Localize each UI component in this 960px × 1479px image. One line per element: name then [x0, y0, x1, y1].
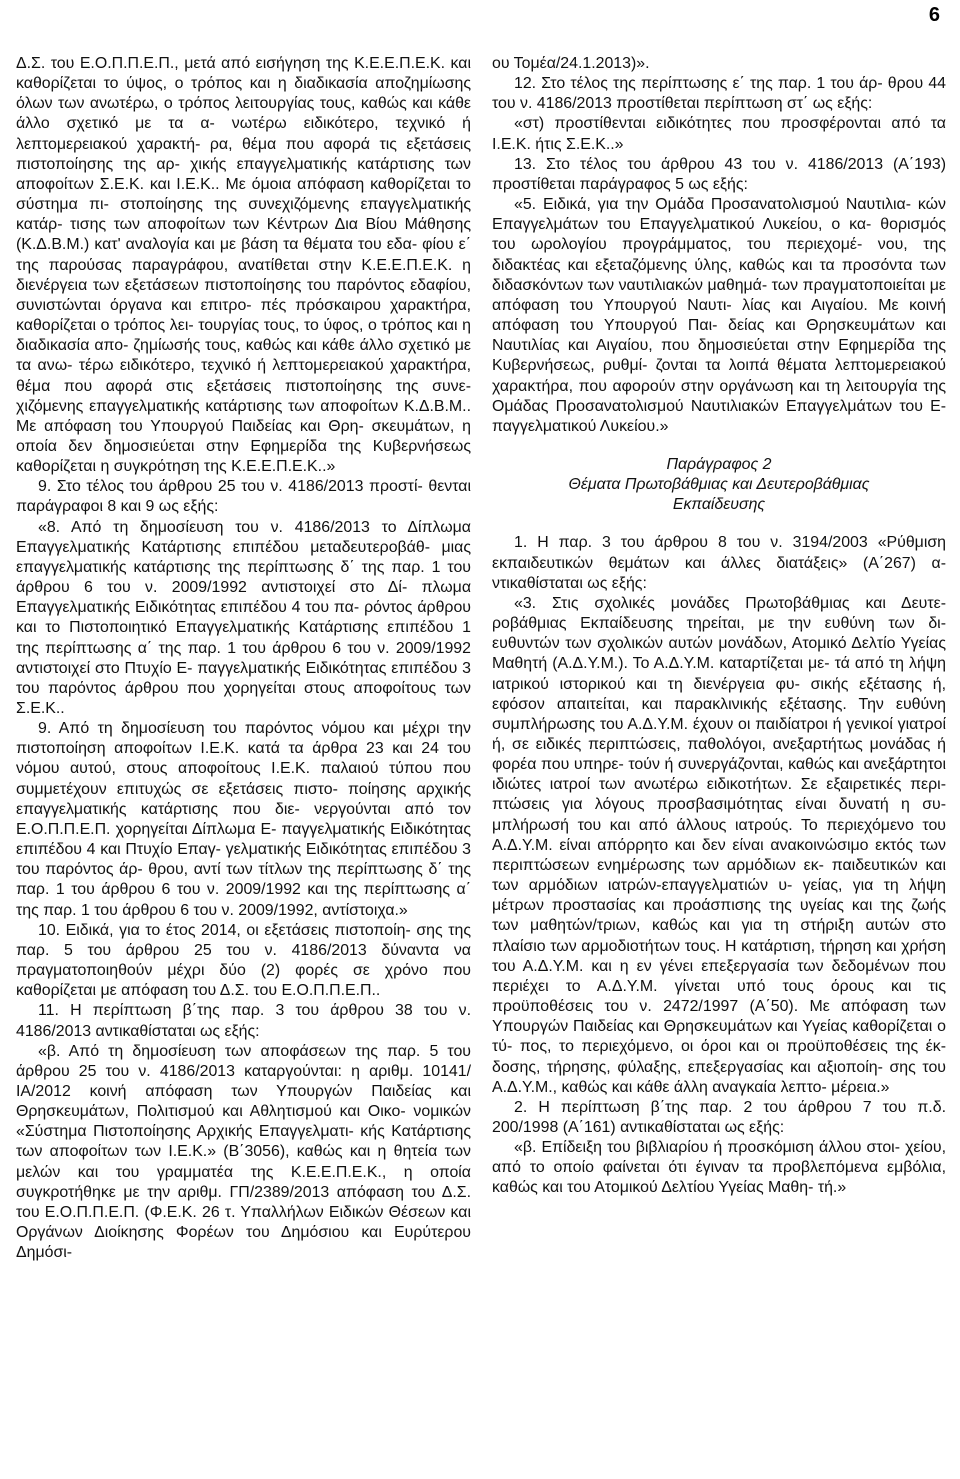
paragraph: ου Τομέα/24.1.2013)». — [492, 55, 650, 72]
paragraph: «β. Επίδειξη του βιβλιαρίου ή προσκόμιση άλλου στοι- χείου, από το οποίο φαίνεται ότι έγιναν τα προβλεπόμενα εμβόλια, καθώς και του Ατομικού Δελτίου Υγείας Μαθη- τή.» — [492, 1139, 946, 1197]
paragraph: 11. Η περίπτωση β΄της παρ. 3 του άρθρου 38 του ν. 4186/2013 αντικαθίσταται ως εξής: — [16, 1002, 471, 1040]
section-heading-title: Εκπαίδευσης — [672, 496, 766, 514]
paragraph: «8. Από τη δημοσίευση του ν. 4186/2013 το Δίπλωμα Επαγγελματικής Κατάρτισης επιπέδου μεταδευτεροβάθ- μιας επαγγελματικής κατάρτισης της περίπτωσης δ΄ της παρ. 1 του άρθρου 6 του ν. 2009/1992 αντιστοιχεί στο Δί- πλωμα Επαγγελματικής Ειδικότητας επιπέδου 4 του πα- ρόντος άρθρου και το Πιστοποιητικό Επαγγελματικής Κατάρτισης επιπέδου 1 της περίπτωσης α΄ της παρ. 1 του άρθρου 6 του ν. 2009/1992 αντιστοιχεί στο Πτυχίο Ε- παγγελματικής Ειδικότητας επιπέδου 3 του παρόντος άρθρου που χορηγείται στους αποφοίτους των Σ.Ε.Κ.. — [16, 518, 471, 717]
paragraph: 13. Στο τέλος του άρθρου 43 του ν. 4186/2013 (Α΄193) προστίθεται παράγραφος 5 ως εξής: — [492, 155, 946, 193]
paragraph: «3. Στις σχολικές μονάδες Πρωτοβάθμιας και Δευτε- ροβάθμιας Εκπαίδευσης τηρείται, με την ευθύνη των δι- ευθυντών των σχολικών αυτών μονάδων, Ατομικό Δελτίο Υγείας Μαθητή (Α.Δ.Υ.Μ.). Το Α.Δ.Υ.Μ. καταρτίζεται με- τά από τη λήψη ιατρικού ιστορικού και τη διενέργεια φυ- σικής εξέτασης ή, εφόσον απαιτείται, και παρακλινικής εξέτασης. Την ευθύνη συμπλήρωσης του Α.Δ.Υ.Μ. έχουν οι παιδίατροι ή γενικοί γιατροί ή, σε ειδικές περιπτώσεις, παθολόγοι, ανεξαρτήτως μονάδας ή φορέα που υπηρε- τούν ή συνεργάζονται, καθώς και ανεξάρτητοι ιδιώτες ιατροί των ανωτέρω ειδικοτήτων. Σε εξαιρετικές περι- πτώσεις για λόγους προσβασιμότητας είναι δυνατή η συ- μπλήρωσή του και από άλλους ιατρούς. Το περιεχόμενο του Α.Δ.Υ.Μ. είναι απόρρητο και δεν είναι ανακοινώσιμο εκτός των περιπτώσεων ενημέρωσης των αρμόδιων εκ- παιδευτικών και των αρμόδιων ιατρών-επαγγελματιών υ- γείας, για τη λήψη μέτρων προστασίας και προάσπισης της υγείας και της ζωής των μαθητών/τριων, καθώς και για τη στήριξη αυτών στο πλαίσιο των αρμοδιοτήτων τους. Η κατάρτιση, τήρηση και χρήση του Α.Δ.Υ.Μ. και η εν γένει επεξεργασία των δεδομένων που περιέχει το Α.Δ.Υ.Μ. γίνεται υπό τους όρους και τις προϋποθέσεις του ν. 2472/1997 (Α΄50). Με απόφαση των Υπουργών Παιδείας και Θρησκευμάτων και Υγείας καθορίζεται ο τύ- πος, το περιεχόμενο, οι όροι και οι προϋποθέσεις της έκ- δοσης, τήρησης, φύλαξης, επεξεργασίας και αξιοποίη- σης του Α.Δ.Υ.Μ., καθώς και κάθε άλλη αναγκαία λεπτο- μέρεια.» — [492, 594, 946, 1096]
section-heading-paragraph: Παράγραφος 2 — [666, 455, 772, 473]
paragraph: 10. Ειδικά, για το έτος 2014, οι εξετάσεις πιστοποίη- σης της παρ. 5 του άρθρου 25 του ν. 4186/2013 δύναντα να πραγματοποιηθούν μέχρι δύο (2) φορές σε χρόνο που καθορίζεται με απόφαση του Δ.Σ. του Ε.Ο.Π.Π.Ε.Π.. — [16, 921, 471, 1000]
paragraph: Δ.Σ. του Ε.Ο.Π.Π.Ε.Π., μετά από εισήγηση της Κ.Ε.Ε.Π.Ε.Κ. και καθορίζεται το ύψος, ο τρόπος και η διαδικασία αποζημίωσης όλων των ανωτέρω, ο τρόπος λειτουργίας τους, καθώς και κάθε άλλο σχετικό με τα α- νωτέρω ειδικότερο, τεχνικό ή λεπτομερειακού χαρακτή- ρα, θέμα που αφορά τις εξετάσεις πιστοποίησης της αρ- χικής επαγγελματικής κατάρτισης των αποφοίτων Σ.Ε.Κ. και Ι.Ε.Κ.. Με όμοια απόφαση καθορίζεται το σύστημα πι- στοποίησης της συνεχιζόμενης επαγγελματικής κατάρ- τισης των αποφοίτων των Κέντρων Δια Βίου Μάθησης (Κ.Δ.Β.Μ.) κατ' αναλογία και με βάση τα θέματα του εδα- φίου ε΄ της παρούσας παραγράφου, ανατίθεται στην Κ.Ε.Ε.Π.Ε.Κ. η διενέργεια των εξετάσεων πιστοποίησης του παρόντος εδαφίου, συνιστώνται όργανα και επιτρο- πές πρόσκαιρου χαρακτήρα, καθορίζεται ο τρόπος λει- τουργίας τους, το ύφος, ο τρόπος και η διαδικασία απο- ζημίωσής τους, καθώς και κάθε άλλο σχετικό με τα ανω- τέρω ειδικότερο, τεχνικό ή λεπτομερειακού χαρακτήρα, θέμα που αφορά στις εξετάσεις πιστοποίησης της συνε- χιζόμενης επαγγελματικής κατάρτισης των αποφοίτων Κ.Δ.Β.Μ.. Με απόφαση του Υπουργού Παιδείας και Θρη- σκευμάτων, η οποία δεν δημοσιεύεται στην Εφημερίδα της Κυβερνήσεως καθορίζεται η συγκρότηση της Κ.Ε.Ε.Π.Ε.Κ..» — [16, 55, 471, 476]
section-spacer — [492, 515, 946, 533]
paragraph: «β. Από τη δημοσίευση των αποφάσεων της παρ. 5 του άρθρου 25 του ν. 4186/2013 καταργούνται: η αριθμ. 10141/ΙΑ/2012 κοινή απόφαση των Υπουργών Παιδείας και Θρησκευμάτων, Πολιτισμού και Αθλητισμού και Οικο- νομικών «Σύστημα Πιστοποίησης Αρχικής Επαγγελματι- κής Κατάρτισης των αποφοίτων των Ι.Ε.Κ.» (Β΄3056), καθώς και η θητεία των μελών και του γραμματέα της Κ.Ε.Ε.Π.Ε.Κ., η οποία συγκροτήθηκε με την αριθμ. ΓΠ/2389/2013 απόφαση του Δ.Σ. του Ε.Ο.Π.Π.Ε.Π. (Φ.Ε.Κ. 26 τ. Υπαλλήλων Ειδικών Θέσεων και Οργάνων Διοίκησης Φορέων του Δημόσιου και Ευρύτερου Δημόσι- — [16, 1042, 471, 1262]
paragraph: «5. Ειδικά, για την Ομάδα Προσανατολισμού Ναυτιλια- κών Επαγγελμάτων του Επαγγελματικού Λυκείου, ο κα- θορισμός του ωρολογίου προγράμματος, του περιεχομέ- νου, της διδακτέας και εξεταζόμενης ύλης, καθώς και τα προσόντα των διδασκόντων των ναυτιλιακών μαθημά- των πραγματοποιείται με απόφαση του Υπουργού Ναυτι- λίας και Αιγαίου. Με κοινή απόφαση του Υπουργού Παι- δείας και Θρησκευμάτων και Ναυτιλίας και Αιγαίου, που δημοσιεύεται στην Εφημερίδα της Κυβερνήσεως, ρυθμί- ζονται τα λοιπά θέματα λεπτομερειακού χαρακτήρα, που αφορούν στην οργάνωση και τη λειτουργία της Ομάδας Προσανατολισμού Ναυτιλιακών Επαγγελμάτων του Ε- παγγελματικού Λυκείου.» — [492, 196, 946, 435]
section-heading-title: Θέματα Πρωτοβάθμιας και Δευτεροβάθμιας — [568, 476, 870, 494]
paragraph: 12. Στο τέλος της περίπτωσης ε΄ της παρ. 1 του άρ- θρου 44 του ν. 4186/2013 προστίθεται περίπτωση στ΄ ως εξής: — [492, 75, 946, 113]
paragraph: «στ) προστίθενται ειδικότητες που προσφέρονται από τα Ι.Ε.Κ. ήτις Σ.Ε.Κ..» — [492, 115, 946, 153]
section-spacer — [492, 437, 946, 455]
page-number: 6 — [928, 4, 940, 26]
document-body — [16, 32, 946, 1472]
paragraph: 2. Η περίπτωση β΄της παρ. 2 του άρθρου 7 του π.δ. 200/1998 (Α΄161) αντικαθίσταται ως εξής: — [492, 1098, 946, 1136]
left-column — [16, 54, 471, 1479]
paragraph: 9. Στο τέλος του άρθρου 25 του ν. 4186/2013 προστί- θενται παράγραφοι 8 και 9 ως εξής: — [16, 478, 471, 516]
paragraph: 1. Η παρ. 3 του άρθρου 8 του ν. 3194/2003 «Ρύθμιση εκπαιδευτικών θεμάτων και άλλες διατάξεις» (Α΄267) α- ντικαθίσταται ως εξής: — [492, 534, 946, 592]
paragraph: 9. Από τη δημοσίευση του παρόντος νόμου και μέχρι την πιστοποίηση αποφοίτων Ι.Ε.Κ. κατά τα άρθρα 23 και 24 του νόμου αυτού, στους αποφοίτους Ι.Ε.Κ. παλαιού τύπου που συμμετέχουν επιτυχώς σε εξετάσεις πιστο- ποίησης αρχικής επαγγελματικής κατάρτισης που διε- νεργούνται από τον Ε.Ο.Π.Π.Ε.Π. χορηγείται Δίπλωμα Ε- παγγελματικής Ειδικότητας επιπέδου 4 και Πτυχίο Επαγ- γελματικής Ειδικότητας επιπέδου 3 του παρόντος άρ- θρου, αντί των τίτλων της περίπτωσης δ΄ της παρ. 1 του άρθρου 6 του ν. 2009/1992 και της περίπτωσης α΄ της παρ. 1 του άρθρου 6 του ν. 2009/1992, αντίστοιχα.» — [16, 720, 471, 919]
right-column — [492, 54, 946, 1479]
